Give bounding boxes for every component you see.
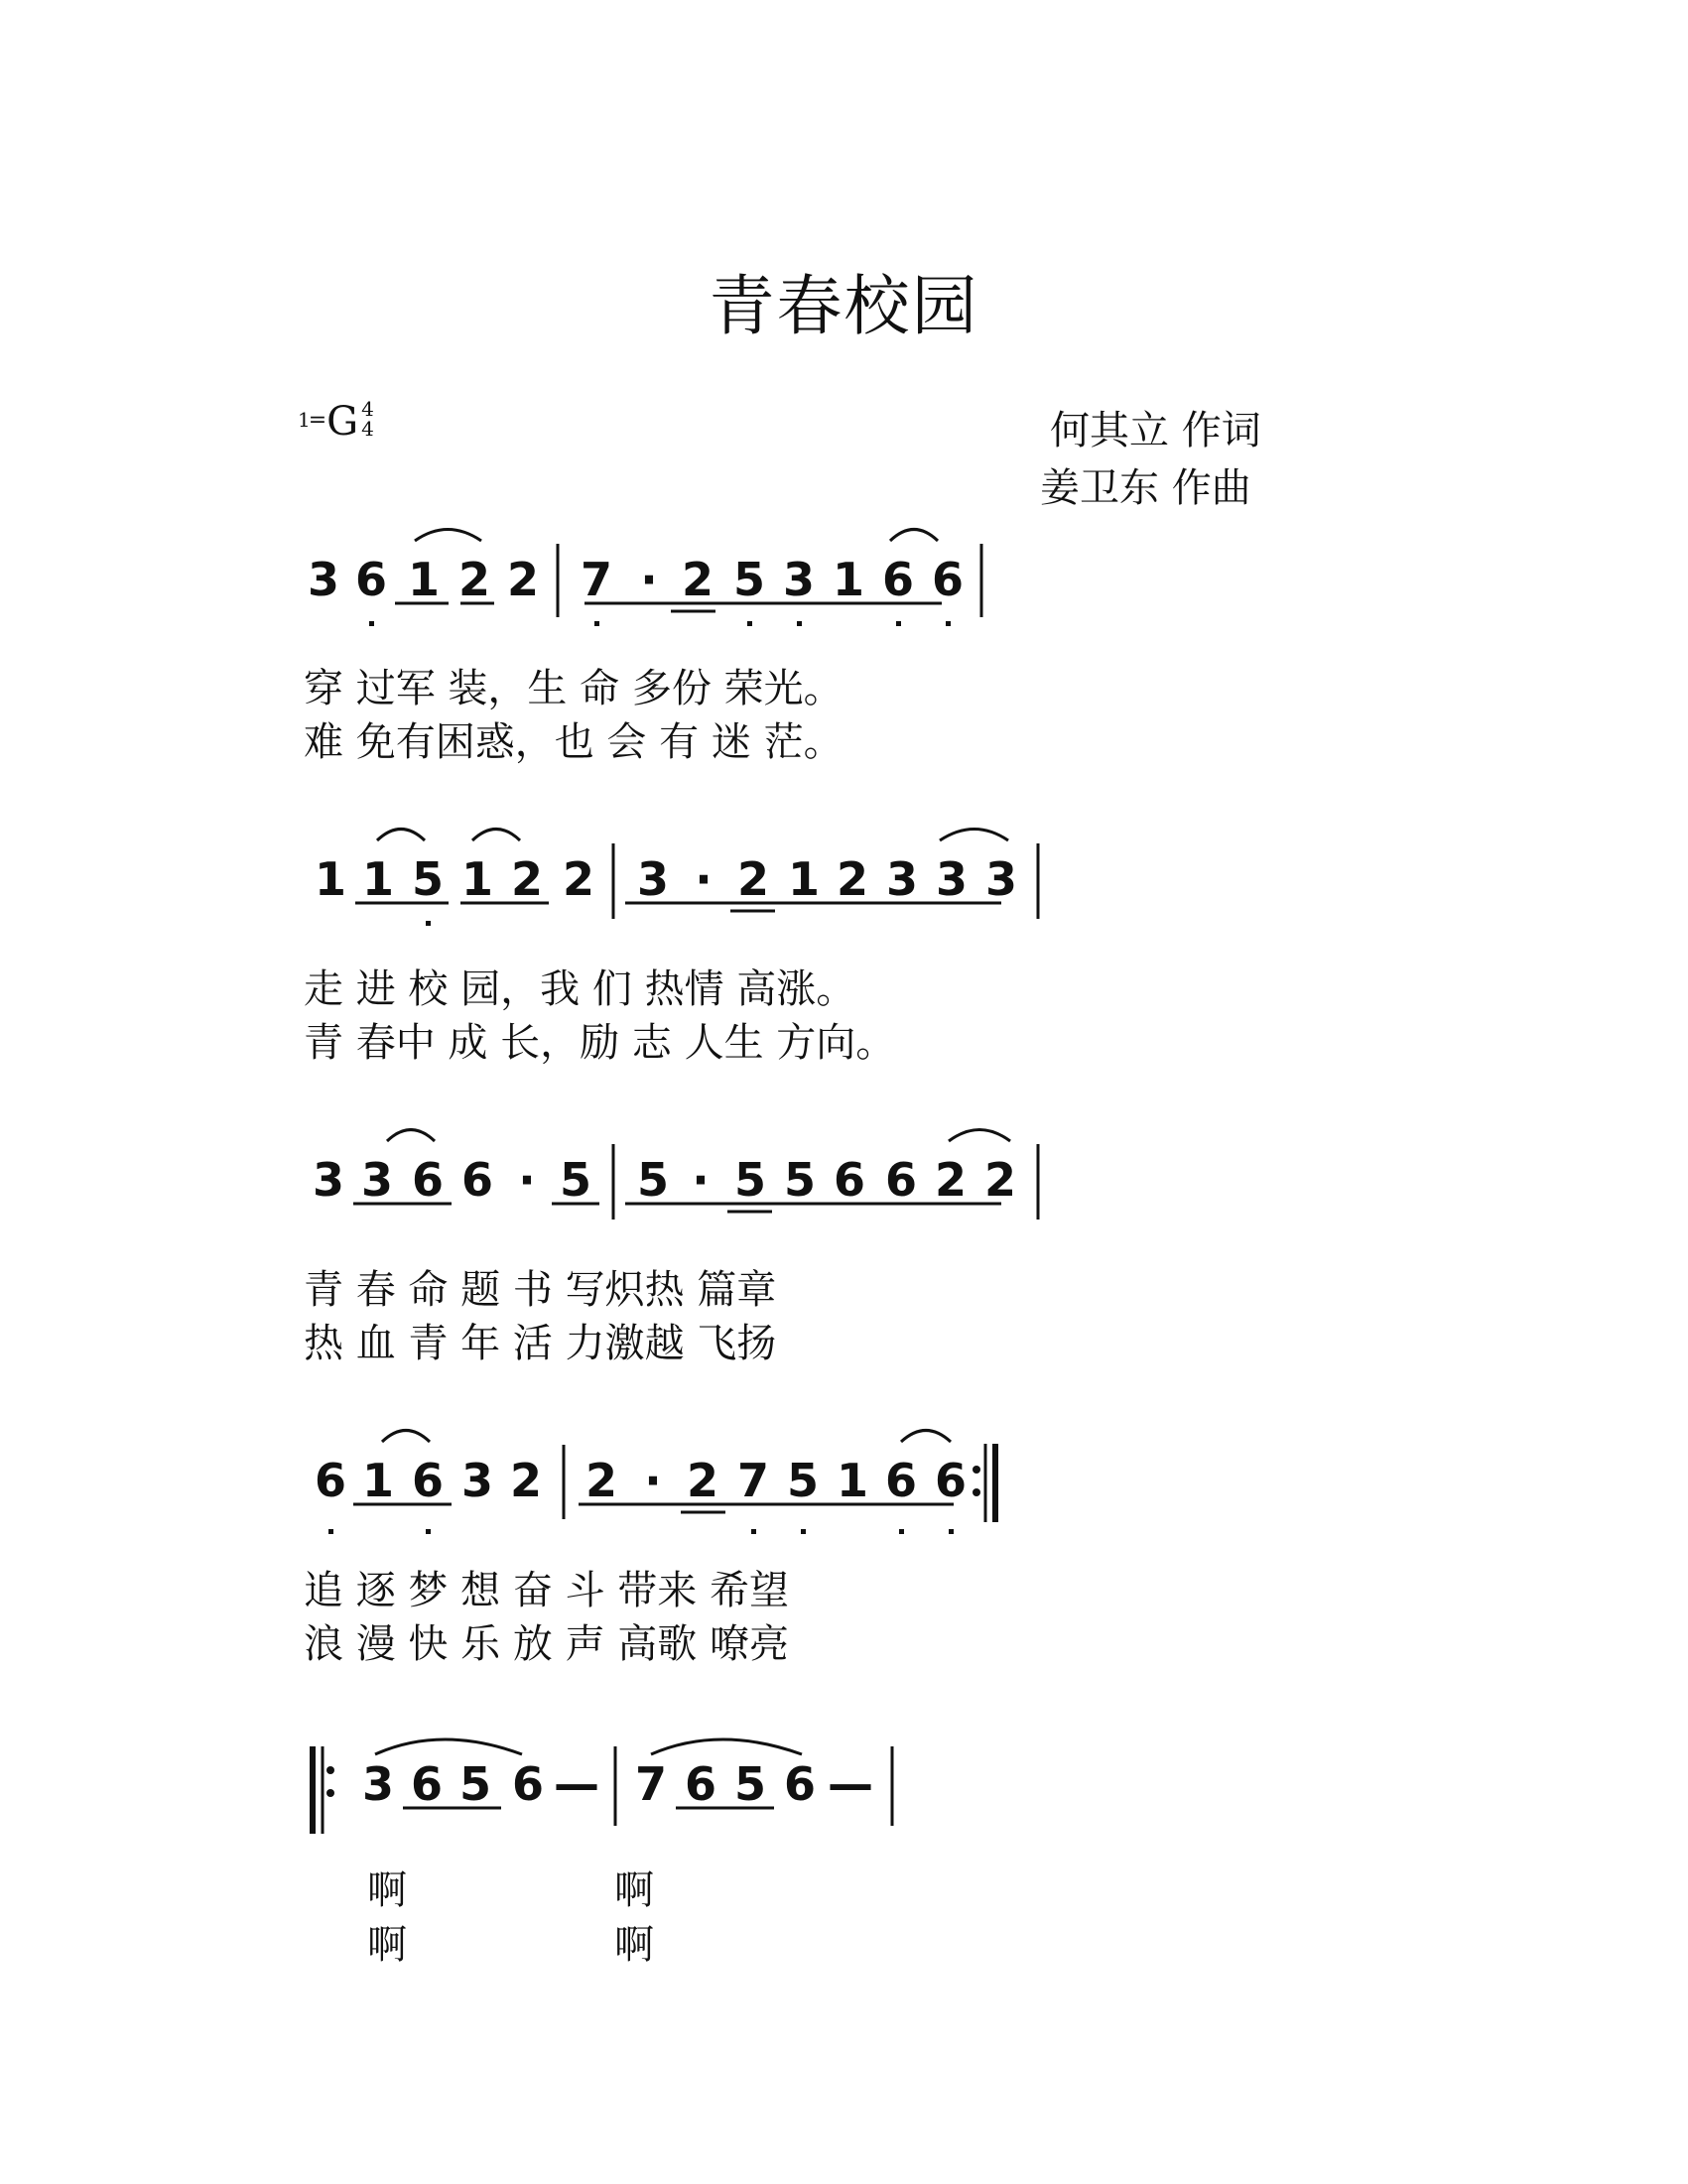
- repeat-dot: [973, 1466, 980, 1474]
- note: 1: [460, 852, 494, 906]
- slur: [387, 1130, 435, 1142]
- lyric-line: 走 进 校 园，我 们 热情 高涨。: [304, 966, 856, 1012]
- note: 3: [782, 553, 816, 606]
- note: 2: [934, 1153, 968, 1207]
- note: 1: [836, 1454, 869, 1507]
- note: 5: [636, 1153, 670, 1207]
- note: 1: [787, 852, 821, 906]
- note: 2: [836, 852, 869, 906]
- note: 2: [457, 553, 491, 606]
- note: 6: [511, 1757, 545, 1811]
- note: 3: [307, 553, 340, 606]
- octave-dot: [896, 621, 901, 626]
- key-one: 1: [298, 408, 311, 432]
- note: 2: [584, 1454, 618, 1507]
- octave-dot: [946, 621, 951, 626]
- note: 6: [314, 1454, 347, 1507]
- octave-dot: [426, 1529, 431, 1534]
- note: 3: [636, 852, 670, 906]
- repeat-dot: [326, 1766, 334, 1774]
- note: 6: [410, 1757, 444, 1811]
- note: 5: [733, 1757, 767, 1811]
- augmentation-dot: ·: [518, 1153, 536, 1207]
- note: 7: [634, 1757, 668, 1811]
- note: 6: [684, 1757, 717, 1811]
- octave-dot: [797, 621, 802, 626]
- note: 2: [686, 1454, 719, 1507]
- note: 3: [312, 1153, 345, 1207]
- lyric-line: 浪 漫 快 乐 放 声 高歌 嘹亮: [304, 1621, 790, 1667]
- note: 1: [361, 852, 395, 906]
- note: 3: [984, 852, 1018, 906]
- slur: [940, 830, 1008, 841]
- lyric-line: 热 血 青 年 活 力激越 飞扬: [304, 1321, 777, 1366]
- slur: [949, 1130, 1010, 1142]
- lyric-line: 穿 过军 装，生 命 多份 荣光。: [304, 666, 844, 711]
- note: 6: [881, 553, 915, 606]
- note: 6: [460, 1153, 494, 1207]
- note: 2: [736, 852, 770, 906]
- note: 6: [884, 1153, 918, 1207]
- note: 2: [681, 553, 714, 606]
- octave-dot: [949, 1529, 954, 1534]
- key-letter: G: [326, 399, 359, 445]
- slur: [651, 1739, 802, 1754]
- note: 1: [407, 553, 441, 606]
- note: 6: [411, 1153, 445, 1207]
- note: 6: [783, 1757, 817, 1811]
- note: 7: [736, 1454, 770, 1507]
- augmentation-dot: ·: [695, 852, 713, 906]
- note: 5: [559, 1153, 592, 1207]
- lyric-word: 啊: [367, 1922, 407, 1968]
- note: 6: [934, 1454, 968, 1507]
- lyric-word: 啊: [614, 1867, 654, 1913]
- lyric-line: 青 春 命 题 书 写炽热 篇章: [304, 1267, 777, 1313]
- slur: [382, 1431, 430, 1443]
- octave-dot: [747, 621, 752, 626]
- note: 7: [580, 553, 613, 606]
- slur: [472, 830, 520, 841]
- slur: [890, 530, 938, 542]
- note: 3: [935, 852, 969, 906]
- note: 5: [732, 553, 766, 606]
- augmentation-dot: ·: [644, 1454, 662, 1507]
- octave-dot: [328, 1529, 333, 1534]
- octave-dot: [751, 1529, 756, 1534]
- note: 2: [506, 553, 540, 606]
- lyric-line: 难 免有困惑，也 会 有 迷 茫。: [304, 719, 844, 765]
- note: 2: [983, 1153, 1017, 1207]
- octave-dot: [801, 1529, 806, 1534]
- lyric-word: 啊: [367, 1867, 407, 1913]
- key-equals: =: [308, 408, 327, 433]
- note: 5: [783, 1153, 817, 1207]
- note: 6: [411, 1454, 445, 1507]
- octave-dot: [426, 921, 431, 926]
- augmentation-dot: ·: [692, 1153, 710, 1207]
- lyric-line: 追 逐 梦 想 奋 斗 带来 希望: [304, 1568, 790, 1613]
- note: 2: [562, 852, 595, 906]
- note: 3: [885, 852, 919, 906]
- slur: [377, 830, 425, 841]
- note: 3: [360, 1153, 394, 1207]
- note: 1: [361, 1454, 395, 1507]
- lyricist-credit: 何其立 作词: [1050, 408, 1261, 453]
- slur: [901, 1431, 951, 1443]
- lyric-line: 青 春中 成 长，励 志 人生 方向。: [304, 1020, 896, 1066]
- note: 5: [786, 1454, 820, 1507]
- time-bottom: 4: [361, 417, 374, 441]
- note: 3: [460, 1454, 494, 1507]
- octave-dot: [369, 621, 374, 626]
- dash: —: [828, 1757, 873, 1811]
- song-title: 青春校园: [709, 268, 979, 344]
- note: 6: [354, 553, 388, 606]
- composer-credit: 姜卫东 作曲: [1040, 465, 1251, 511]
- note: 5: [411, 852, 445, 906]
- augmentation-dot: ·: [640, 553, 658, 606]
- note: 1: [832, 553, 865, 606]
- time-top: 4: [361, 397, 374, 421]
- note: 2: [510, 852, 544, 906]
- slur: [415, 530, 481, 542]
- note: 3: [361, 1757, 395, 1811]
- lyric-word: 啊: [614, 1922, 654, 1968]
- note: 1: [314, 852, 347, 906]
- note: 2: [509, 1454, 543, 1507]
- note: 6: [833, 1153, 866, 1207]
- repeat-dot: [326, 1789, 334, 1797]
- slur: [375, 1739, 522, 1754]
- octave-dot: [594, 621, 599, 626]
- note: 6: [931, 553, 965, 606]
- note: 6: [884, 1454, 918, 1507]
- octave-dot: [899, 1529, 904, 1534]
- repeat-dot: [973, 1488, 980, 1496]
- dash: —: [554, 1757, 599, 1811]
- note: 5: [733, 1153, 767, 1207]
- note: 5: [458, 1757, 492, 1811]
